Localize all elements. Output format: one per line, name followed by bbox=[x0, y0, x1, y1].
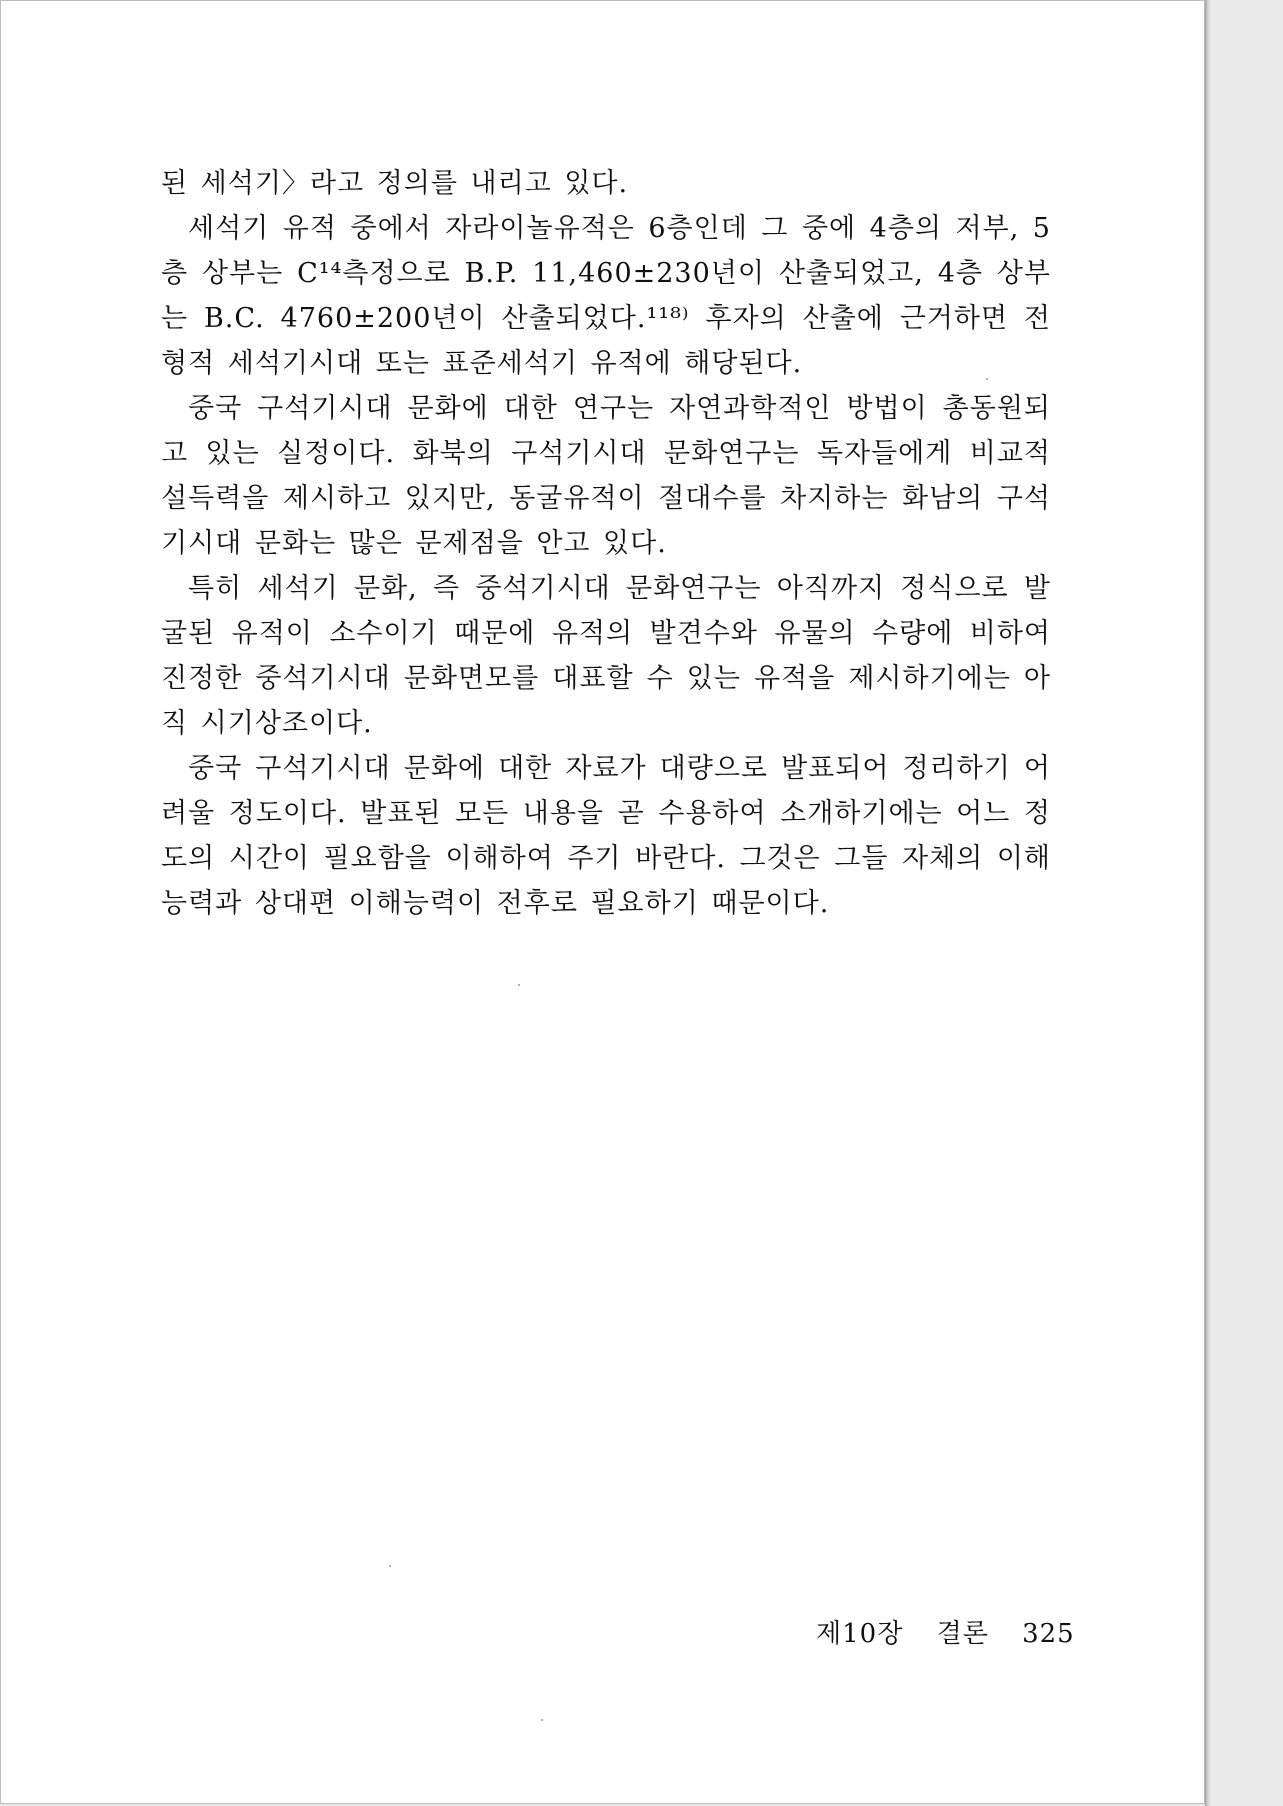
body-text bbox=[161, 161, 1051, 926]
footer-section-title: 결론 bbox=[936, 1619, 989, 1649]
paragraph-paleolithic-research: 중국 구석기시대 문화에 대한 연구는 자연과학적인 방법이 총동원되고 있는 실정이다. 화북의 구석기시대 문화연구는 독자들에게 비교적 설득력을 제시하고 있지만, 동굴유적이 절대수를 차지하는 화남의 구석기시대 문화는 많은 문제점을 안고 있다. bbox=[161, 393, 1051, 559]
paragraph-closing-remarks: 중국 구석기시대 문화에 대한 자료가 대량으로 발표되어 정리하기 어려울 정도이다. 발표된 모든 내용을 곧 수용하여 소개하기에는 어느 정도의 시간이 필요함을 이해하여 주기 바란다. 그것은 그들 자체의 이해능력과 상대편 이해능력이 전후로 필요하기 때문이다. bbox=[161, 753, 1051, 919]
paragraph-continuation: 된 세석기〉라고 정의를 내리고 있다. bbox=[161, 168, 629, 199]
scan-speck bbox=[541, 1719, 543, 1721]
page-edge-shadow bbox=[1205, 0, 1211, 1806]
scan-speck bbox=[986, 378, 988, 380]
running-footer bbox=[816, 1613, 1075, 1650]
paragraph-microlith-site-dating: 세석기 유적 중에서 자라이놀유적은 6층인데 그 중에 4층의 저부, 5층 상부는 C¹⁴측정으로 B.P. 11,460±230년이 산출되었고, 4층 상부는 B.C. 4760±200년이 산출되었다.¹¹⁸⁾ 후자의 산출에 근거하면 전형적 세석기시대 또는 표준세석기 유적에 해당된다. bbox=[161, 213, 1051, 379]
scan-speck bbox=[518, 984, 520, 986]
scan-speck bbox=[389, 1565, 391, 1567]
page-number: 325 bbox=[1022, 1619, 1075, 1649]
footer-chapter: 제10장 bbox=[816, 1619, 904, 1649]
paragraph-mesolithic-culture: 특히 세석기 문화, 즉 중석기시대 문화연구는 아직까지 정식으로 발굴된 유적이 소수이기 때문에 유적의 발견수와 유물의 수량에 비하여 진정한 중석기시대 문화면모를 대표할 수 있는 유적을 제시하기에는 아직 시기상조이다. bbox=[161, 573, 1051, 739]
